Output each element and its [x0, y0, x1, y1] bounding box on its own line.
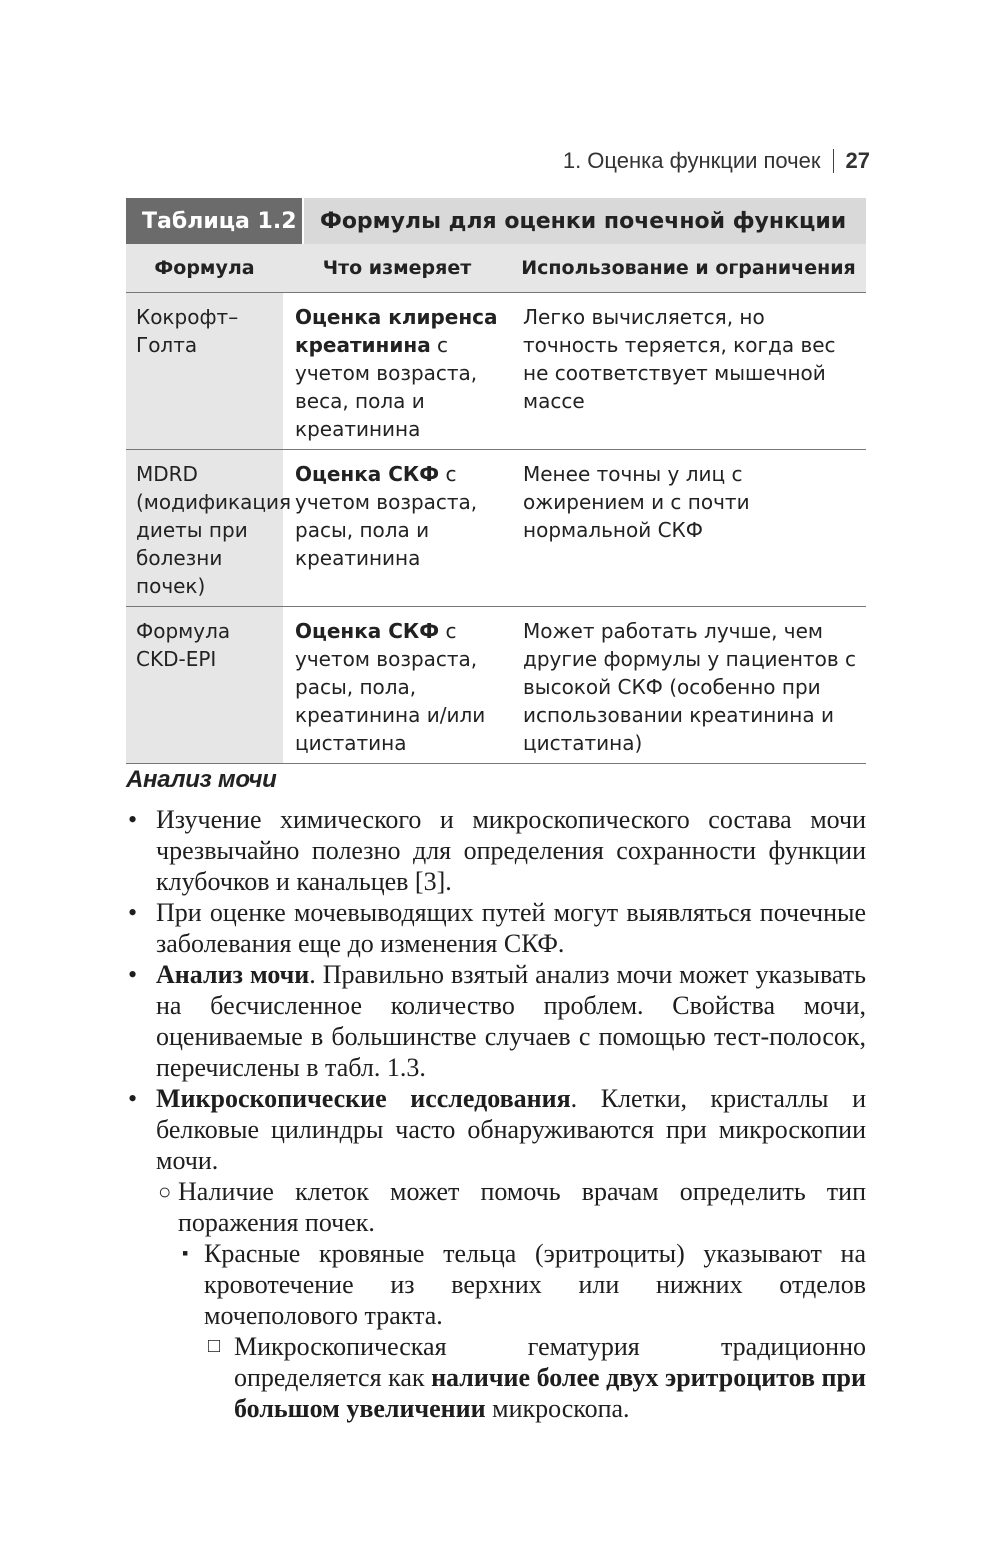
- list-item-text: . Клетки, кристаллы и белковые цилиндры часто обнаруживаются при микроскопии мочи.: [156, 1084, 866, 1175]
- column-header-formula: Формула: [126, 244, 283, 293]
- cell-measures-bold: Оценка СКФ: [295, 462, 440, 486]
- table-caption: [126, 198, 866, 244]
- column-header-usage: Использование и ограничения: [511, 244, 866, 293]
- list-item-text: микроскопа.: [485, 1394, 630, 1423]
- cell-usage: Легко вычисляется, но точность теряется, когда вес не соответствует мышечной массе: [511, 293, 866, 450]
- chapter-title: 1. Оценка функции почек: [562, 148, 821, 173]
- list-item-bold: Анализ мочи: [156, 960, 310, 989]
- cell-formula: MDRD (модификация диеты при болезни почек): [126, 450, 283, 607]
- list-item-text: Микроскопическая гематурия традиционно определяется как: [234, 1332, 866, 1392]
- cell-measures: [283, 450, 511, 607]
- cell-measures-bold: Оценка клиренса креатинина: [295, 305, 498, 357]
- list-item-bold: Микроскопические исследования: [156, 1084, 571, 1113]
- cell-usage: Может работать лучше, чем другие формулы у пациентов с высокой СКФ (особенно при использовании креатинина и цистатина): [511, 607, 866, 764]
- header-divider: [833, 149, 834, 173]
- cell-formula: Кокрофт–Голта: [126, 293, 283, 450]
- section-heading: Анализ мочи: [126, 766, 277, 793]
- list-item: [126, 1331, 866, 1424]
- cell-measures-text: с учетом возраста, расы, пола, креатинина и/или цистатина: [295, 619, 486, 755]
- list-item: [126, 1176, 866, 1238]
- cell-measures-text: с учетом возраста, веса, пола и креатинина: [295, 333, 478, 441]
- list-item-text: . Правильно взятый анализ мочи может указывать на бесчисленное количество проблем. Свойства мочи, оцениваемые в большинстве случаев с помощью тест-полосок, перечислены в табл. 1.3.: [156, 960, 866, 1082]
- table-row: [126, 607, 866, 764]
- column-header-measures: Что измеряет: [283, 244, 511, 293]
- bullet-icon: •: [128, 1084, 138, 1113]
- cell-formula: Формула CKD-EPI: [126, 607, 283, 764]
- cell-measures: [283, 607, 511, 764]
- table-grid: [126, 244, 866, 764]
- cell-measures-bold: Оценка СКФ: [295, 619, 440, 643]
- table-header-row: [126, 244, 866, 293]
- list-item-text: Красные кровяные тельца (эритроциты) указывают на кровотечение из верхних или нижних отделов мочеполового тракта.: [204, 1239, 866, 1330]
- bullet-icon: •: [128, 805, 138, 834]
- cell-usage: Менее точны у лиц с ожирением и с почти нормальной СКФ: [511, 450, 866, 607]
- bullet-icon: •: [128, 960, 138, 989]
- table-number: Таблица 1.2: [126, 198, 302, 244]
- bullet-icon: •: [128, 898, 138, 927]
- cell-measures-text: с учетом возраста, расы, пола и креатинина: [295, 462, 478, 570]
- table-title: Формулы для оценки почечной функции: [302, 198, 866, 244]
- list-item-bold: наличие более двух эритроцитов при большом увеличении: [234, 1363, 866, 1423]
- list-item: [126, 804, 866, 897]
- list-item-text: Наличие клеток может помочь врачам определить тип поражения почек.: [178, 1177, 866, 1237]
- list-item: [126, 1238, 866, 1331]
- square-bullet-icon: ▪: [182, 1243, 189, 1263]
- cell-measures: [283, 293, 511, 450]
- table-row: [126, 293, 866, 450]
- formulas-table: [126, 198, 866, 764]
- hollow-square-bullet-icon: □: [208, 1335, 221, 1357]
- table-row: [126, 450, 866, 607]
- page-number: 27: [845, 148, 870, 173]
- list-item: [126, 959, 866, 1083]
- bullet-list: [126, 804, 866, 1424]
- running-head: [563, 148, 870, 174]
- list-item: [126, 897, 866, 959]
- list-item: [126, 1083, 866, 1176]
- list-item-text: При оценке мочевыводящих путей могут выявляться почечные заболевания еще до изменения СКФ.: [156, 898, 866, 958]
- list-item-text: Изучение химического и микроскопического состава мочи чрезвычайно полезно для определения сохранности функции клубочков и канальцев [3].: [156, 805, 866, 896]
- circle-bullet-icon: ○: [158, 1179, 172, 1204]
